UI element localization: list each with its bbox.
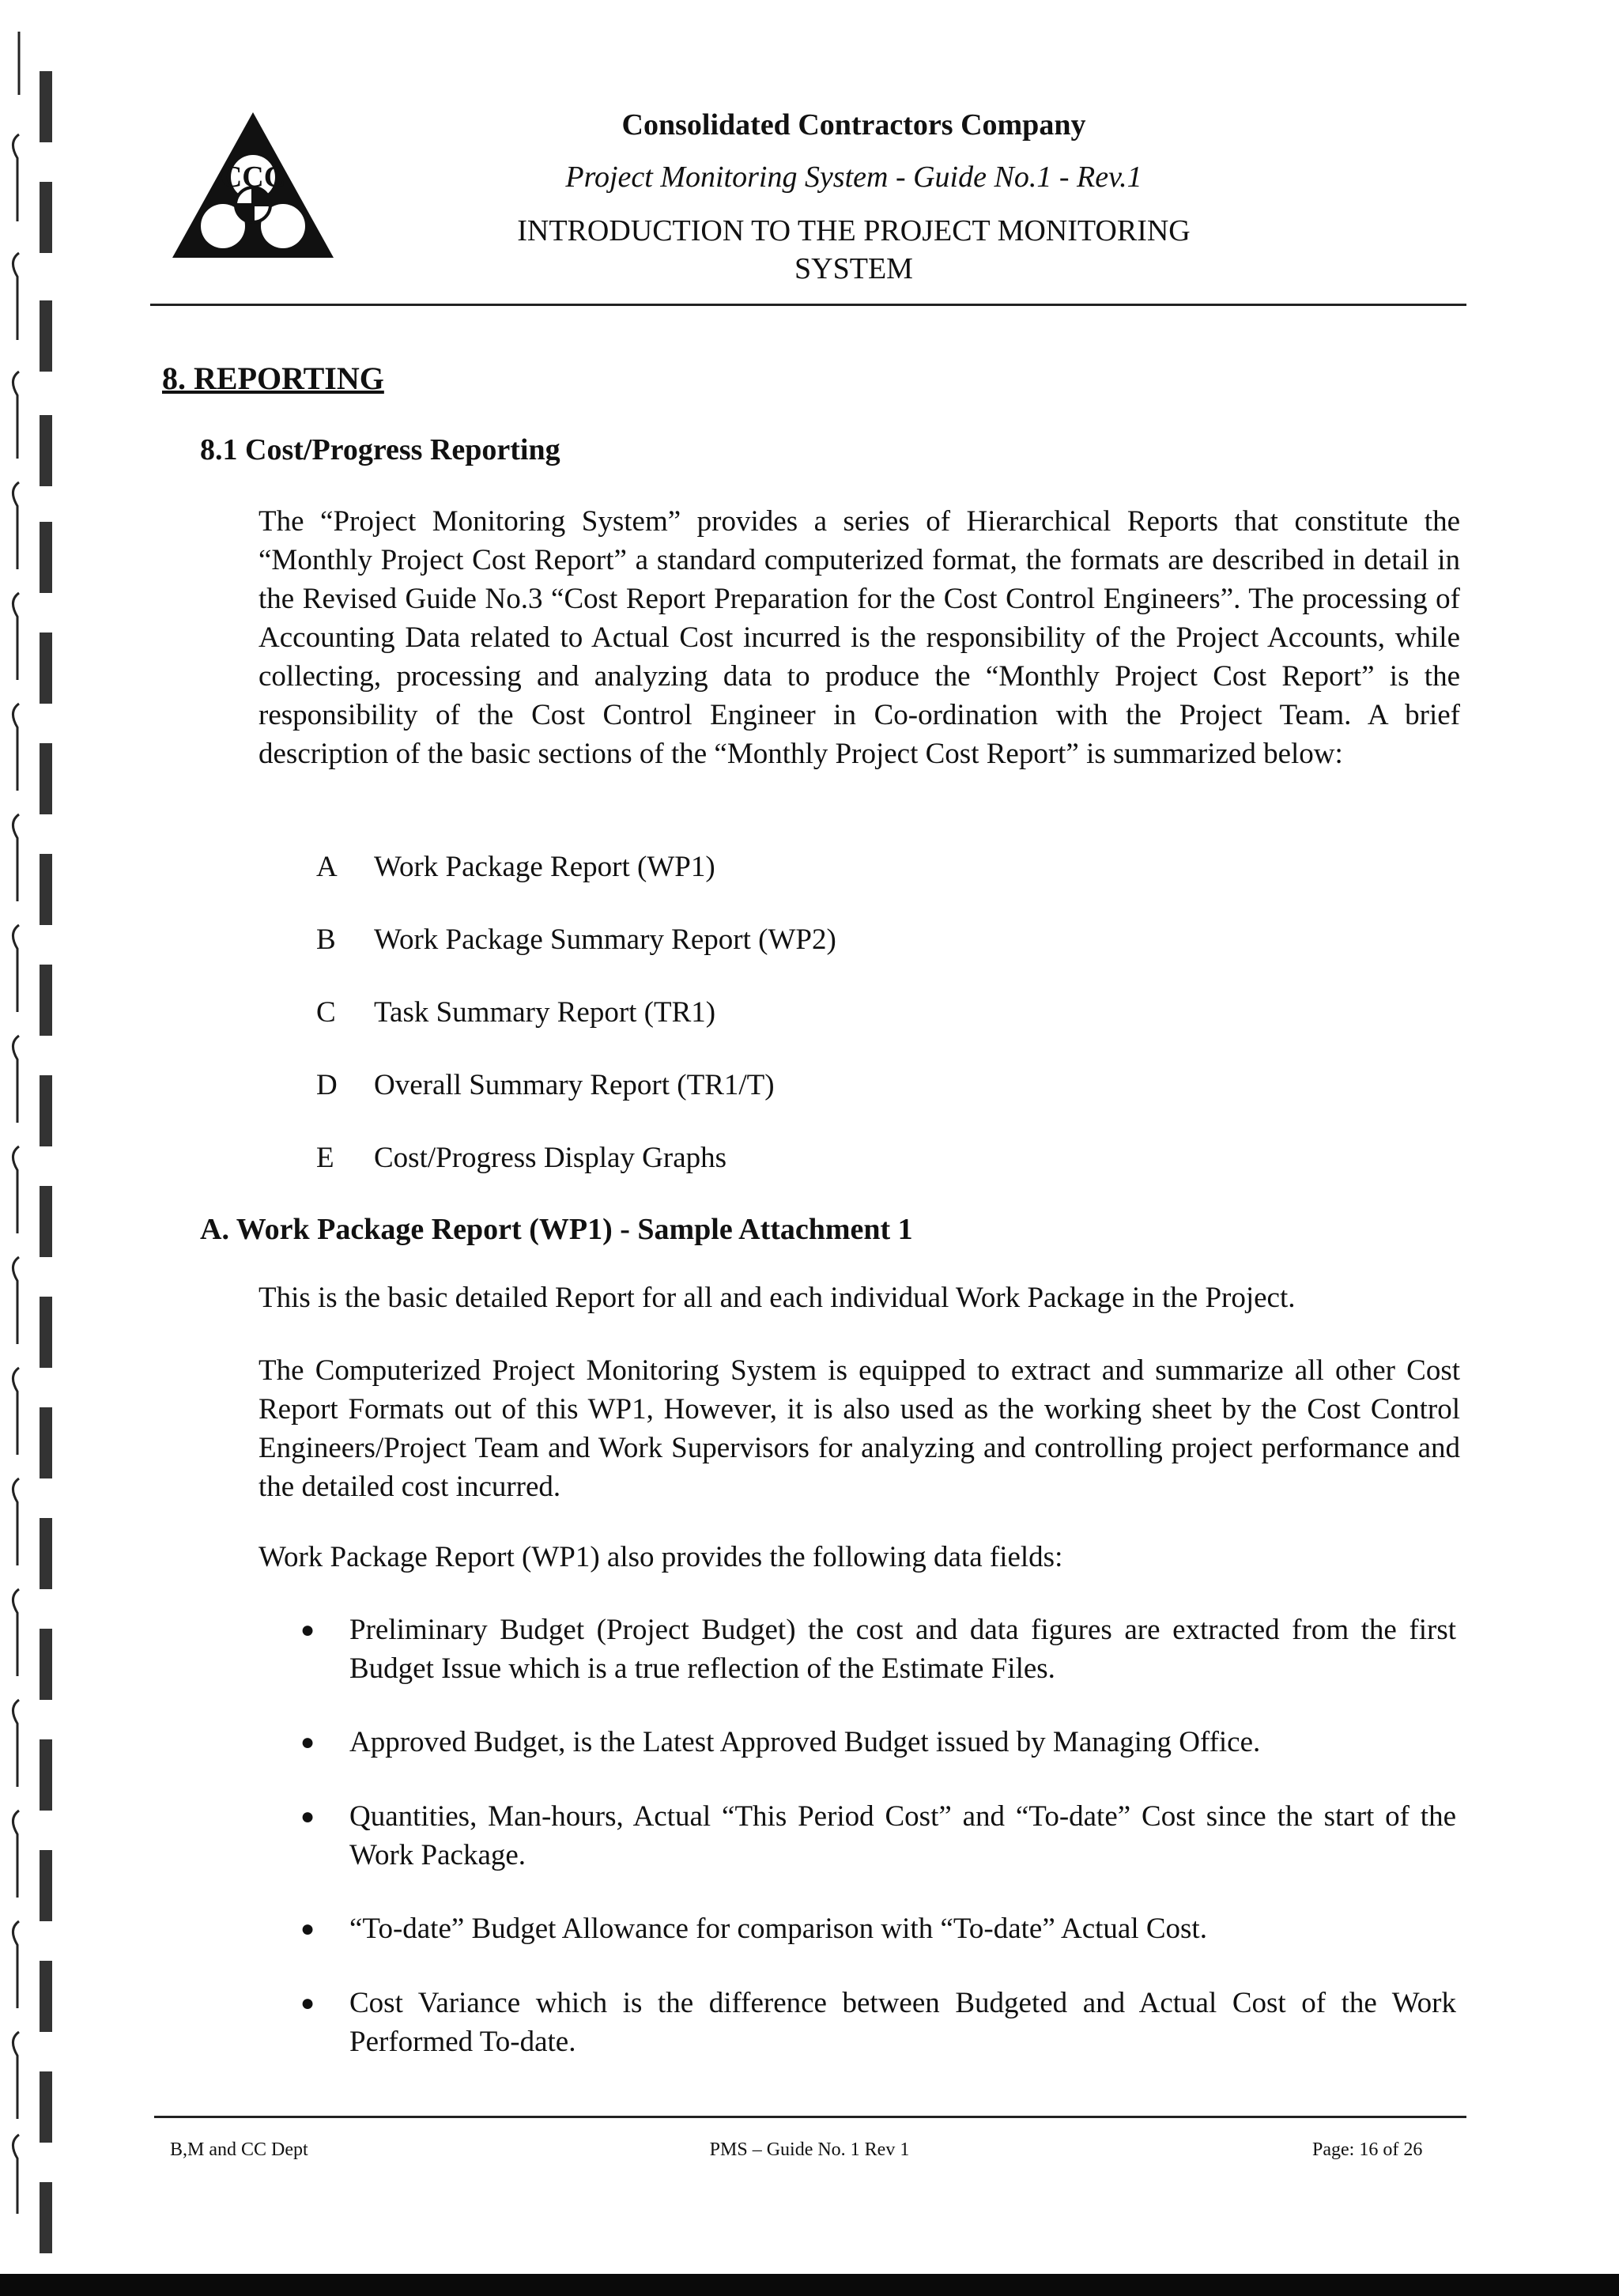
document-header: [158, 95, 1470, 308]
wp1-section-title: A. Work Package Report (WP1) - Sample Attachment 1: [200, 1213, 913, 1246]
section-title: 8. REPORTING: [162, 361, 384, 396]
bullet-text: Cost Variance which is the difference between Budgeted and Actual Cost of the Work Performed To-date.: [349, 1987, 1456, 2058]
report-label: Overall Summary Report (TR1/T): [374, 1069, 775, 1101]
bullet-icon: ●: [300, 1617, 315, 1643]
wp1-paragraph: Work Package Report (WP1) also provides the following data fields:: [259, 1541, 1063, 1573]
document-title-line-1: INTRODUCTION TO THE PROJECT MONITORING: [517, 214, 1191, 247]
bullet-text: Preliminary Budget (Project Budget) the cost and data figures are extracted from the first Budget Issue which is a true reflection of the Estimate Files.: [349, 1614, 1456, 1685]
report-letter: D: [316, 1069, 338, 1101]
header-divider: [150, 304, 1466, 306]
subsection-title: 8.1 Cost/Progress Reporting: [200, 433, 560, 466]
intro-paragraph: The “Project Monitoring System” provides a series of Hierarchical Reports that constitute the “Monthly Project Cost Report” a standard computerized format, the formats are described in detail in the Revised Guide No.3 “Cost Report Preparation for the Cost Control Engineers”. The processing of Accounting Data related to Actual Cost incurred is the responsibility of the Project Accounts, while collecting, processing and analyzing data to produce the “Monthly Project Cost Report” is the responsibility of the Cost Control Engineer in Co-ordination with the Project Team. A brief description of the basic sections of the “Monthly Project Cost Report” is summarized below:: [259, 505, 1460, 770]
bullet-icon: ●: [300, 1729, 315, 1755]
footer-department: B,M and CC Dept: [170, 2139, 308, 2160]
bullet-icon: ●: [300, 1803, 315, 1830]
binding-strip: [0, 0, 87, 2296]
report-label: Task Summary Report (TR1): [374, 996, 716, 1029]
report-label: Cost/Progress Display Graphs: [374, 1142, 727, 1174]
bullet-icon: ●: [300, 1990, 315, 2016]
report-letter: C: [316, 996, 336, 1029]
report-letter: B: [316, 923, 336, 956]
footer-divider: [154, 2116, 1466, 2118]
document-title-line-2: SYSTEM: [794, 252, 913, 285]
report-letter: A: [316, 851, 338, 883]
logo-letter-top: CCC: [220, 160, 286, 194]
footer-page-number: Page: 16 of 26: [1312, 2139, 1423, 2160]
bullet-icon: ●: [300, 1916, 315, 1942]
wp1-paragraph: This is the basic detailed Report for all and each individual Work Package in the Project.: [259, 1282, 1296, 1314]
wp1-paragraph: The Computerized Project Monitoring System is equipped to extract and summarize all other Cost Report Formats out of this WP1, However, it is also used as the working sheet by the Cost Control Engineers/Project Team and Work Supervisors for analyzing and controlling project performance and the detailed cost incurred.: [259, 1354, 1460, 1503]
bullet-text: “To-date” Budget Allowance for comparison with “To-date” Actual Cost.: [349, 1913, 1207, 1945]
bullet-text: Quantities, Man-hours, Actual “This Period Cost” and “To-date” Cost since the start of the Work Package.: [349, 1800, 1456, 1871]
report-label: Work Package Summary Report (WP2): [374, 923, 836, 956]
report-letter: E: [316, 1142, 334, 1174]
guide-line: Project Monitoring System - Guide No.1 - Rev.1: [565, 160, 1142, 194]
report-label: Work Package Report (WP1): [374, 851, 715, 883]
scan-edge-band: [0, 2274, 1619, 2296]
company-name: Consolidated Contractors Company: [621, 108, 1086, 142]
bullet-text: Approved Budget, is the Latest Approved Budget issued by Managing Office.: [349, 1726, 1261, 1758]
footer-document-id: PMS – Guide No. 1 Rev 1: [709, 2139, 910, 2160]
document-title: [285, 212, 1423, 288]
